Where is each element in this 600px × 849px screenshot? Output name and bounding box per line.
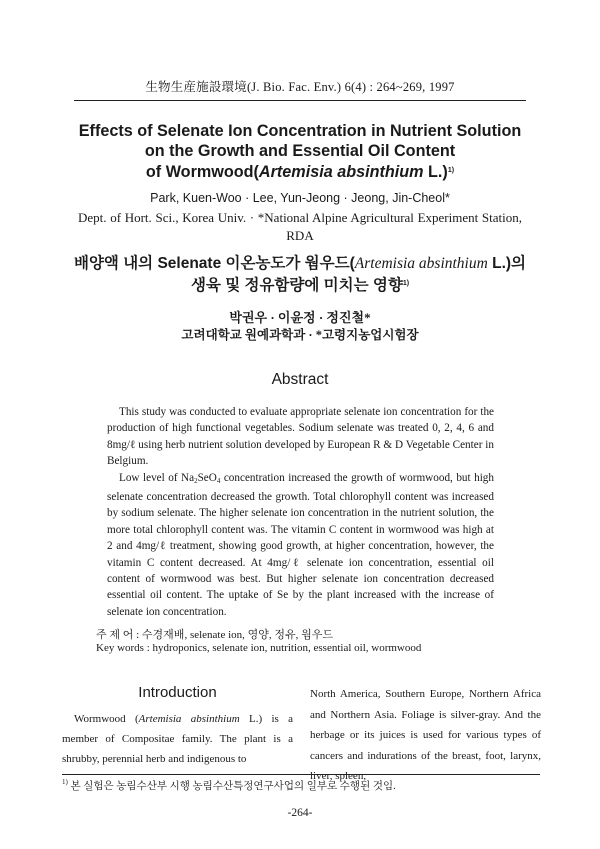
abstract-paragraph-2 xyxy=(107,470,494,621)
abstract-p2-prefix: Low level of Na xyxy=(119,471,195,484)
title-line-3-suffix: L.) xyxy=(423,163,448,181)
abstract-p2-subscript-2: 4 xyxy=(216,476,221,485)
introduction-paragraph-right: North America, Southern Europe, Northern Africa and Northern Asia. Foliage is silver-gray. And the herbage or its juices is used for various types of cancers and indurations of the breast, foot, larynx, liver, spleen, xyxy=(310,688,541,782)
intro-left-suffix: L.) is a member of Compositae family. The plant is a shrubby, perennial herb and indigenous to xyxy=(62,713,293,765)
footnote-mark: 1) xyxy=(62,778,68,786)
paper-title xyxy=(0,121,600,182)
introduction-left-column xyxy=(62,684,293,769)
title-line-3 xyxy=(0,161,600,182)
journal-header: 生物生産施設環境(J. Bio. Fac. Env.) 6(4) : 264~269, 1997 xyxy=(145,80,455,94)
introduction-paragraph-left xyxy=(62,709,293,769)
korean-title-line-2-text: 생육 및 정유함량에 미치는 영향 xyxy=(190,277,403,294)
abstract-p2-mid: SeO xyxy=(197,471,217,484)
author-affiliation: Dept. of Hort. Sci., Korea Univ. · *National Alpine Agricultural Experiment Station, RDA xyxy=(78,210,522,243)
introduction-heading: Introduction xyxy=(138,684,217,701)
korean-title-suffix: L.)의 xyxy=(487,255,527,272)
korean-author-names: 박권우 · 이윤정 · 정진철* xyxy=(229,310,371,325)
abstract-p2-rest: concentration increased the growth of wormwood, but high selenate concentration decreased the growth. Total chlorophyll content was increased by sodium selenate. The higher selenate ion concentration in the nutrient solution, the more total chlorophyll content was. The vitamin C content in wormwood was high at 2 and 4mg/ℓ treatment, showing good growth, at higher concentration, however, the vitamin C content decreased. At 4mg/ℓ selenate ion concentration, essential oil content of wormwood was best. But higher selenate ion concentration decreased essential oil content. The uptake of Se by the plant increased with the increase of selenate ion concentration. xyxy=(107,471,494,618)
abstract-paragraph-1: This study was conducted to evaluate appropriate selenate ion concentration for the production of high functional vegetables. Sodium selenate was treated 0, 2, 4, 6 and 8mg/ℓ using herb nutrient solution developed by European R & D Vegetable Center in Belgium. xyxy=(107,406,494,468)
korean-title-species: Artemisia absinthium xyxy=(354,255,488,272)
abstract-body xyxy=(107,404,494,620)
title-line-3-prefix: of Wormwood( xyxy=(145,163,259,181)
title-footnote-mark: 1) xyxy=(447,167,455,174)
title-species: Artemisia absinthium xyxy=(258,163,424,181)
abstract-p2-subscript-1: 2 xyxy=(194,476,198,485)
korean-title-prefix: 배양액 내의 Selenate 이온농도가 웜우드( xyxy=(73,255,355,272)
korean-title-line-1 xyxy=(0,254,600,274)
title-line-2: on the Growth and Essential Oil Content xyxy=(144,142,456,160)
korean-author-affiliation: 고려대학교 원예과학과 · *고령지농업시험장 xyxy=(181,328,419,342)
title-line-1: Effects of Selenate Ion Concentration in Nutrient Solution xyxy=(78,122,522,140)
korean-title-line-2 xyxy=(0,274,600,296)
footnote-rule xyxy=(62,774,540,775)
header-rule xyxy=(74,100,526,101)
page-number: -264- xyxy=(287,807,313,819)
intro-left-prefix: Wormwood ( xyxy=(74,713,139,725)
footnote xyxy=(62,778,396,793)
intro-species: Artemisia absinthium xyxy=(138,713,240,725)
author-names: Park, Kuen-Woo · Lee, Yun-Jeong · Jeong, Jin-Cheol* xyxy=(150,191,450,205)
korean-title-footnote-mark: 1) xyxy=(402,280,410,287)
korean-keywords: 주 제 어 : 수경재배, selenate ion, 영양, 정유, 웜우드 xyxy=(96,629,334,641)
footnote-text: 본 실험은 농림수산부 시행 농림수산특정연구사업의 일부로 수행된 것임. xyxy=(70,781,396,792)
korean-title xyxy=(0,254,600,296)
abstract-heading: Abstract xyxy=(271,371,329,388)
english-keywords: Key words : hydroponics, selenate ion, nutrition, essential oil, wormwood xyxy=(96,642,422,654)
